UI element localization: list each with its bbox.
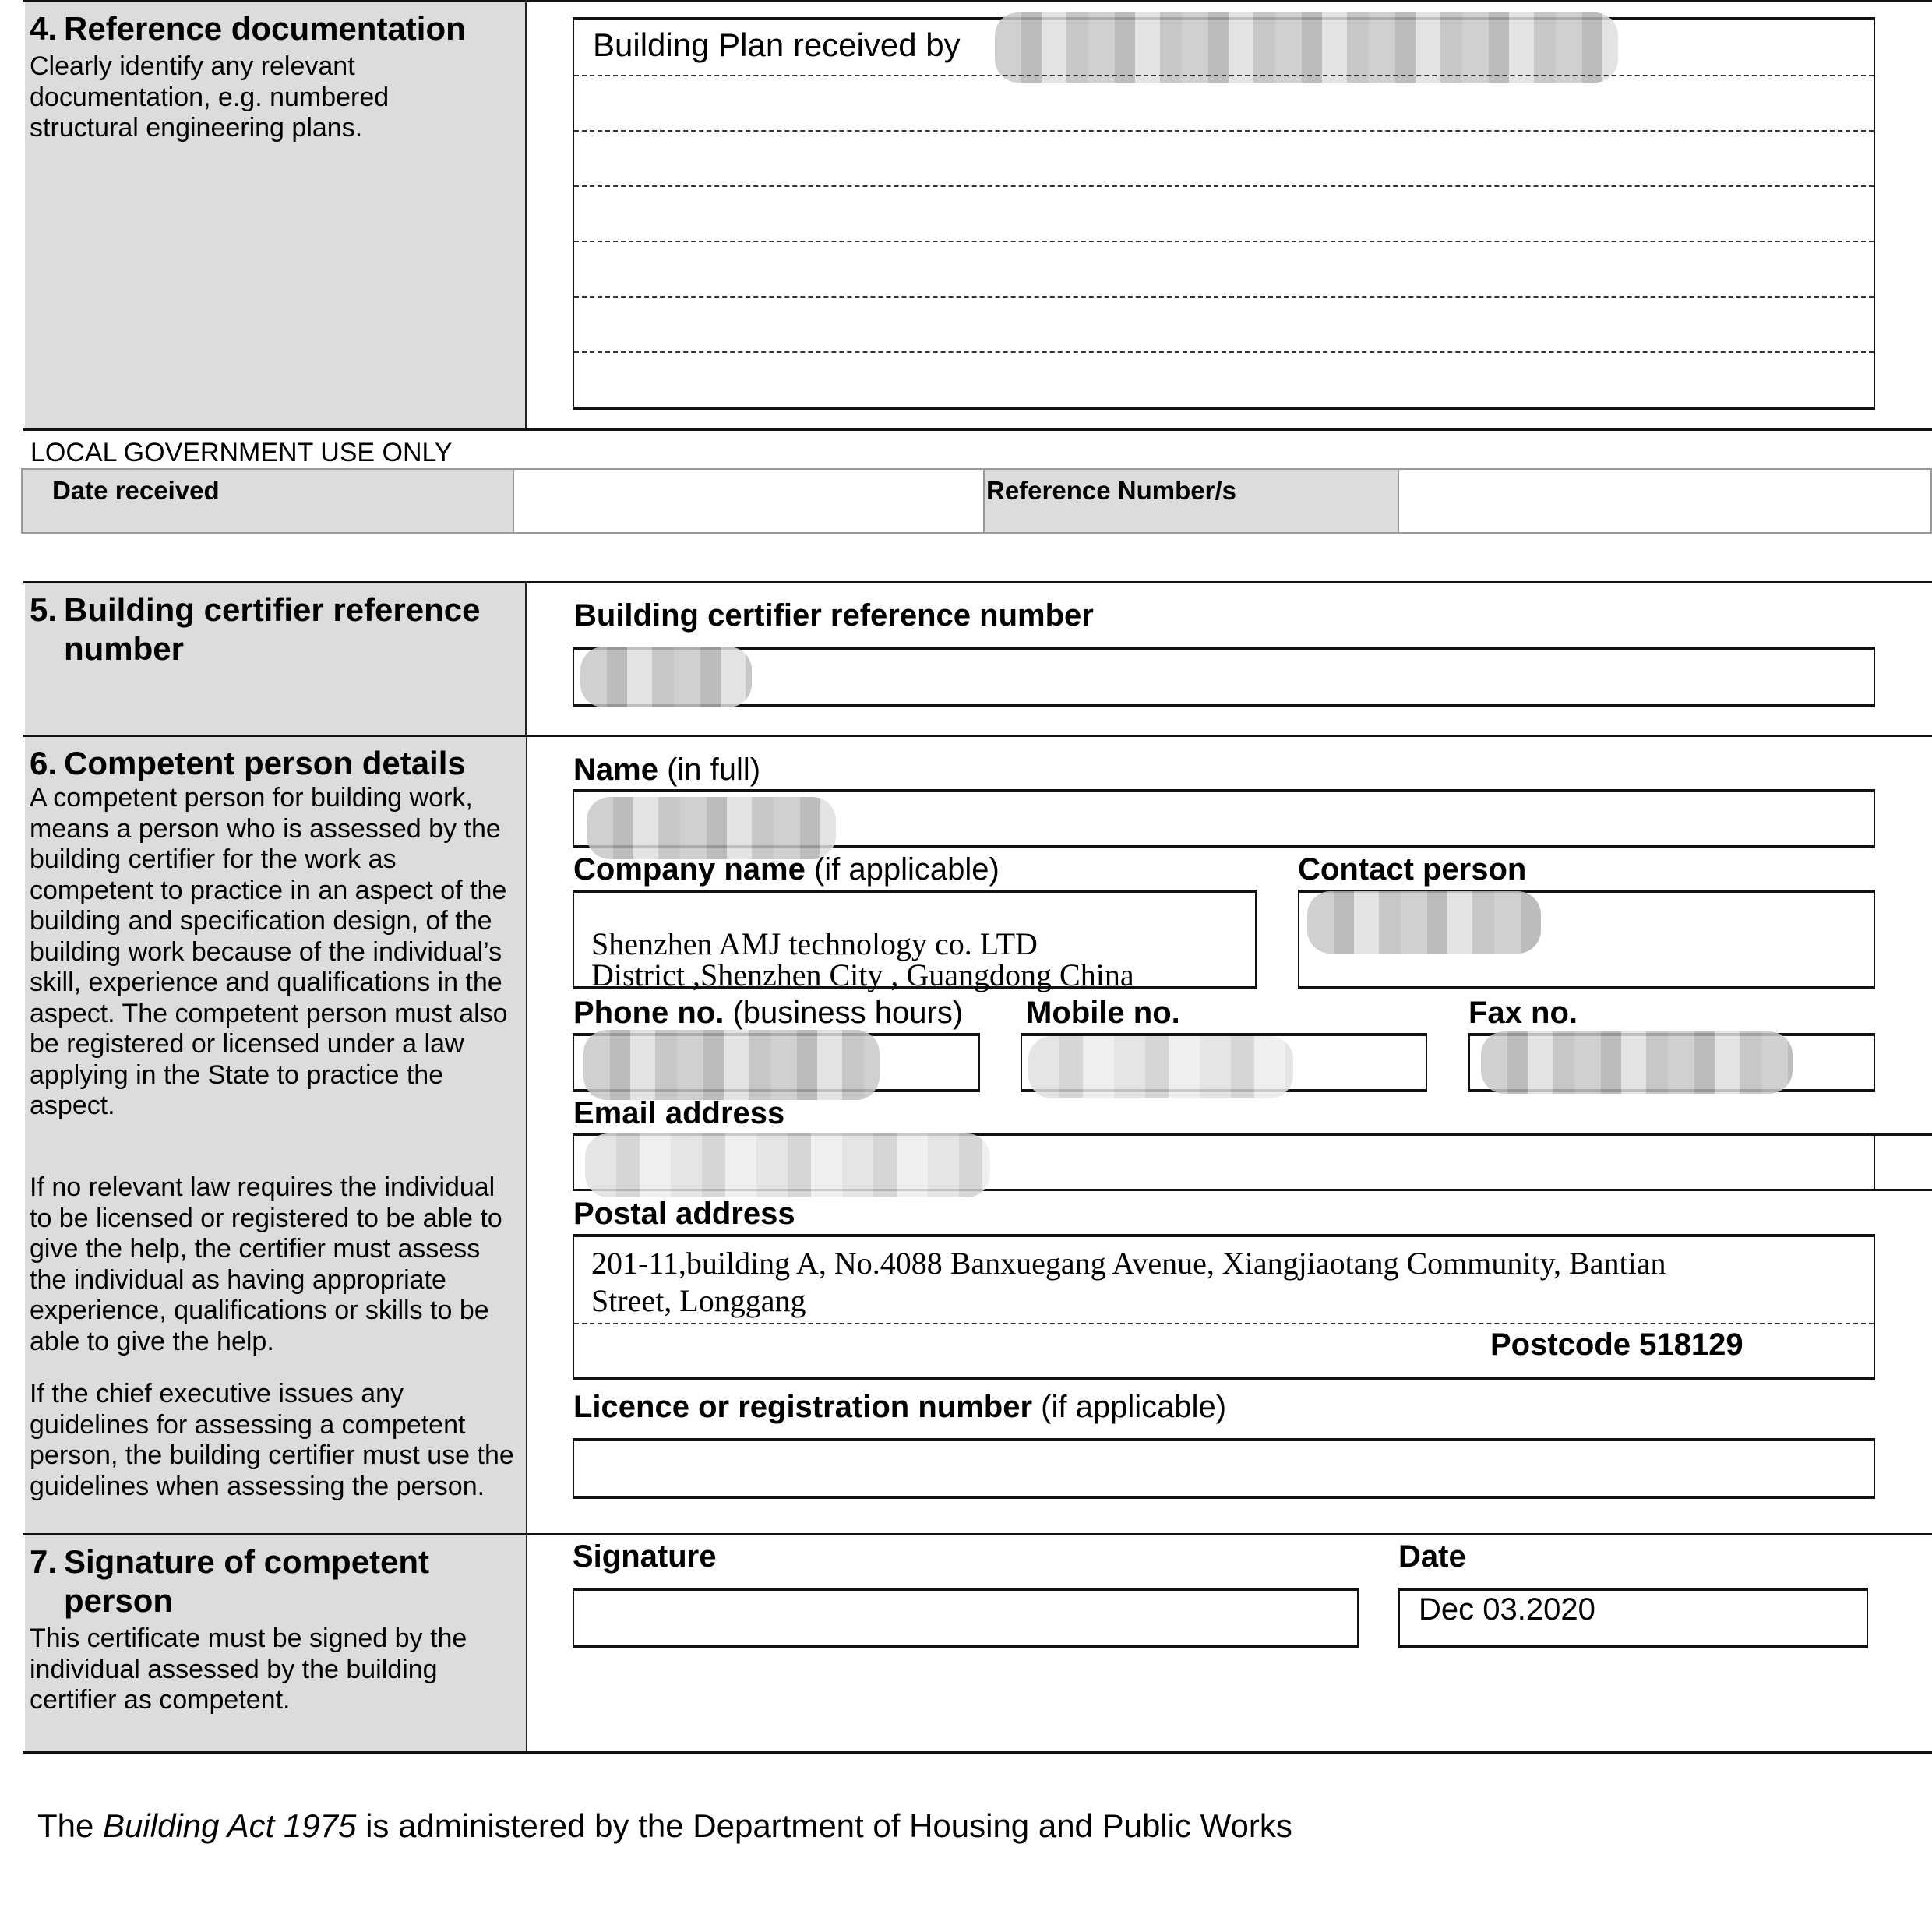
phone-field[interactable] xyxy=(573,1033,980,1092)
section4-number: 4. xyxy=(30,10,58,47)
reference-numbers-field[interactable] xyxy=(1398,468,1932,534)
mobile-label: Mobile no. xyxy=(1026,996,1180,1030)
date-received-field[interactable] xyxy=(513,468,985,534)
footer-act-name: Building Act 1975 xyxy=(103,1807,357,1844)
footer-note xyxy=(37,1807,1292,1845)
name-label-sub: (in full) xyxy=(667,753,761,787)
section4-bottom-rule xyxy=(23,428,1932,431)
email-field[interactable] xyxy=(573,1133,1875,1191)
section7-title-line1: Signature of competent xyxy=(64,1543,430,1580)
date-label: Date xyxy=(1398,1539,1466,1574)
phone-label-sub: (business hours) xyxy=(732,996,964,1030)
licence-label-sub: (if applicable) xyxy=(1041,1390,1227,1424)
company-name-label xyxy=(573,852,999,887)
reference-documentation-box[interactable] xyxy=(573,17,1875,410)
certifier-reference-field[interactable] xyxy=(573,647,1875,707)
signature-field[interactable] xyxy=(573,1588,1359,1648)
section7-number: 7. xyxy=(30,1543,58,1580)
certifier-reference-label: Building certifier reference number xyxy=(574,598,1094,633)
postcode-value[interactable]: 518129 xyxy=(1639,1327,1743,1362)
name-label-text: Name xyxy=(573,753,658,787)
email-label: Email address xyxy=(573,1096,785,1130)
postal-address-label: Postal address xyxy=(573,1197,795,1231)
section5-title-line2: number xyxy=(64,630,185,667)
company-name-field[interactable] xyxy=(573,890,1257,992)
phone-label xyxy=(573,996,963,1031)
local-government-heading: LOCAL GOVERNMENT USE ONLY xyxy=(30,438,453,467)
reference-doc-line-1[interactable]: Building Plan received by xyxy=(593,26,961,63)
section7-title-line2: person xyxy=(64,1582,174,1619)
reference-numbers-label: Reference Number/s xyxy=(986,476,1236,505)
licence-field[interactable] xyxy=(573,1438,1875,1499)
reference-numbers-label-cell xyxy=(983,468,1399,534)
footer-suffix: is administered by the Department of Housing and Public Works xyxy=(365,1807,1292,1844)
doc-line-separator xyxy=(574,241,1874,242)
licence-label-text: Licence or registration number xyxy=(573,1390,1033,1424)
date-received-label-cell xyxy=(21,468,514,534)
section7-bottom-rule xyxy=(23,1751,1932,1754)
doc-line-separator xyxy=(574,75,1874,76)
section7-title xyxy=(30,1542,429,1620)
postal-address-separator xyxy=(574,1323,1874,1324)
date-value[interactable]: Dec 03.2020 xyxy=(1419,1592,1595,1627)
date-field[interactable] xyxy=(1398,1588,1868,1648)
mobile-field[interactable] xyxy=(1021,1033,1427,1092)
section6-paragraph-2: If no relevant law requires the individual to be licensed or registered to be able to give the help, the certifier must assess the individual as having appropriate experience, qualifications or skills to be able to give the help. xyxy=(30,1172,502,1356)
redacted-mobile xyxy=(1028,1036,1293,1098)
doc-line-separator xyxy=(574,296,1874,298)
signature-label: Signature xyxy=(573,1539,717,1574)
date-received-label: Date received xyxy=(52,476,220,505)
section4-title-text: Reference documentation xyxy=(64,10,466,47)
postcode-label: Postcode xyxy=(1490,1327,1631,1362)
redacted-name xyxy=(587,797,836,859)
postal-address-line-1[interactable]: 201-11,building A, No.4088 Banxuegang Avenue, Xiangjiaotang Community, Bantian xyxy=(591,1246,1666,1281)
section5-title xyxy=(30,591,481,668)
name-field[interactable] xyxy=(573,789,1875,848)
contact-person-label: Contact person xyxy=(1298,852,1527,887)
section5-number: 5. xyxy=(30,591,58,628)
section6-paragraph-3: If the chief executive issues any guidelines for assessing a competent person, the building certifier must use the guidelines when assessing the person. xyxy=(30,1379,514,1501)
postcode xyxy=(1490,1327,1743,1363)
redacted-certifier-reference xyxy=(580,647,752,707)
doc-line-separator xyxy=(574,185,1874,187)
phone-label-text: Phone no. xyxy=(573,996,724,1030)
section6-number: 6. xyxy=(30,745,58,781)
footer-prefix: The xyxy=(37,1807,94,1844)
postal-address-field[interactable] xyxy=(573,1234,1875,1380)
section6-paragraph-1: A competent person for building work, means a person who is assessed by the building certifier for the work as competent to practice in an aspect of the building and specification design, of the building work because of the individual’s skill, experience and qualifications in the aspect. The competent person must also be registered or licensed under a law applying in the State to practice the aspect. xyxy=(30,783,508,1120)
redacted-contact-person xyxy=(1307,891,1541,954)
company-name-label-text: Company name xyxy=(573,852,806,887)
company-name-line-1[interactable]: Shenzhen AMJ technology co. LTD xyxy=(591,926,1038,961)
section5-title-line1: Building certifier reference xyxy=(64,591,481,628)
redacted-receiver xyxy=(995,12,1618,83)
doc-line-separator xyxy=(574,130,1874,132)
section4-title xyxy=(30,9,466,48)
section7-description: This certificate must be signed by the individual assessed by the building certifier as competent. xyxy=(30,1624,467,1715)
name-label xyxy=(573,753,760,788)
redacted-phone xyxy=(583,1030,880,1100)
contact-person-field[interactable] xyxy=(1298,890,1875,989)
postal-address-line-2[interactable]: Street, Longgang xyxy=(591,1283,806,1318)
section6-title-text: Competent person details xyxy=(64,745,466,781)
redacted-email xyxy=(585,1133,990,1197)
section4-divider xyxy=(525,0,527,430)
fax-field[interactable] xyxy=(1468,1033,1875,1092)
fax-label: Fax no. xyxy=(1468,996,1578,1030)
section4-description: Clearly identify any relevant documentation, e.g. numbered structural engineering plans. xyxy=(30,51,390,143)
company-name-label-sub: (if applicable) xyxy=(813,852,999,887)
section6-title xyxy=(30,744,466,783)
licence-label xyxy=(573,1390,1226,1425)
doc-line-separator xyxy=(574,351,1874,353)
redacted-fax xyxy=(1481,1031,1793,1094)
company-name-line-2[interactable]: District ,Shenzhen City , Guangdong China xyxy=(591,957,1134,992)
